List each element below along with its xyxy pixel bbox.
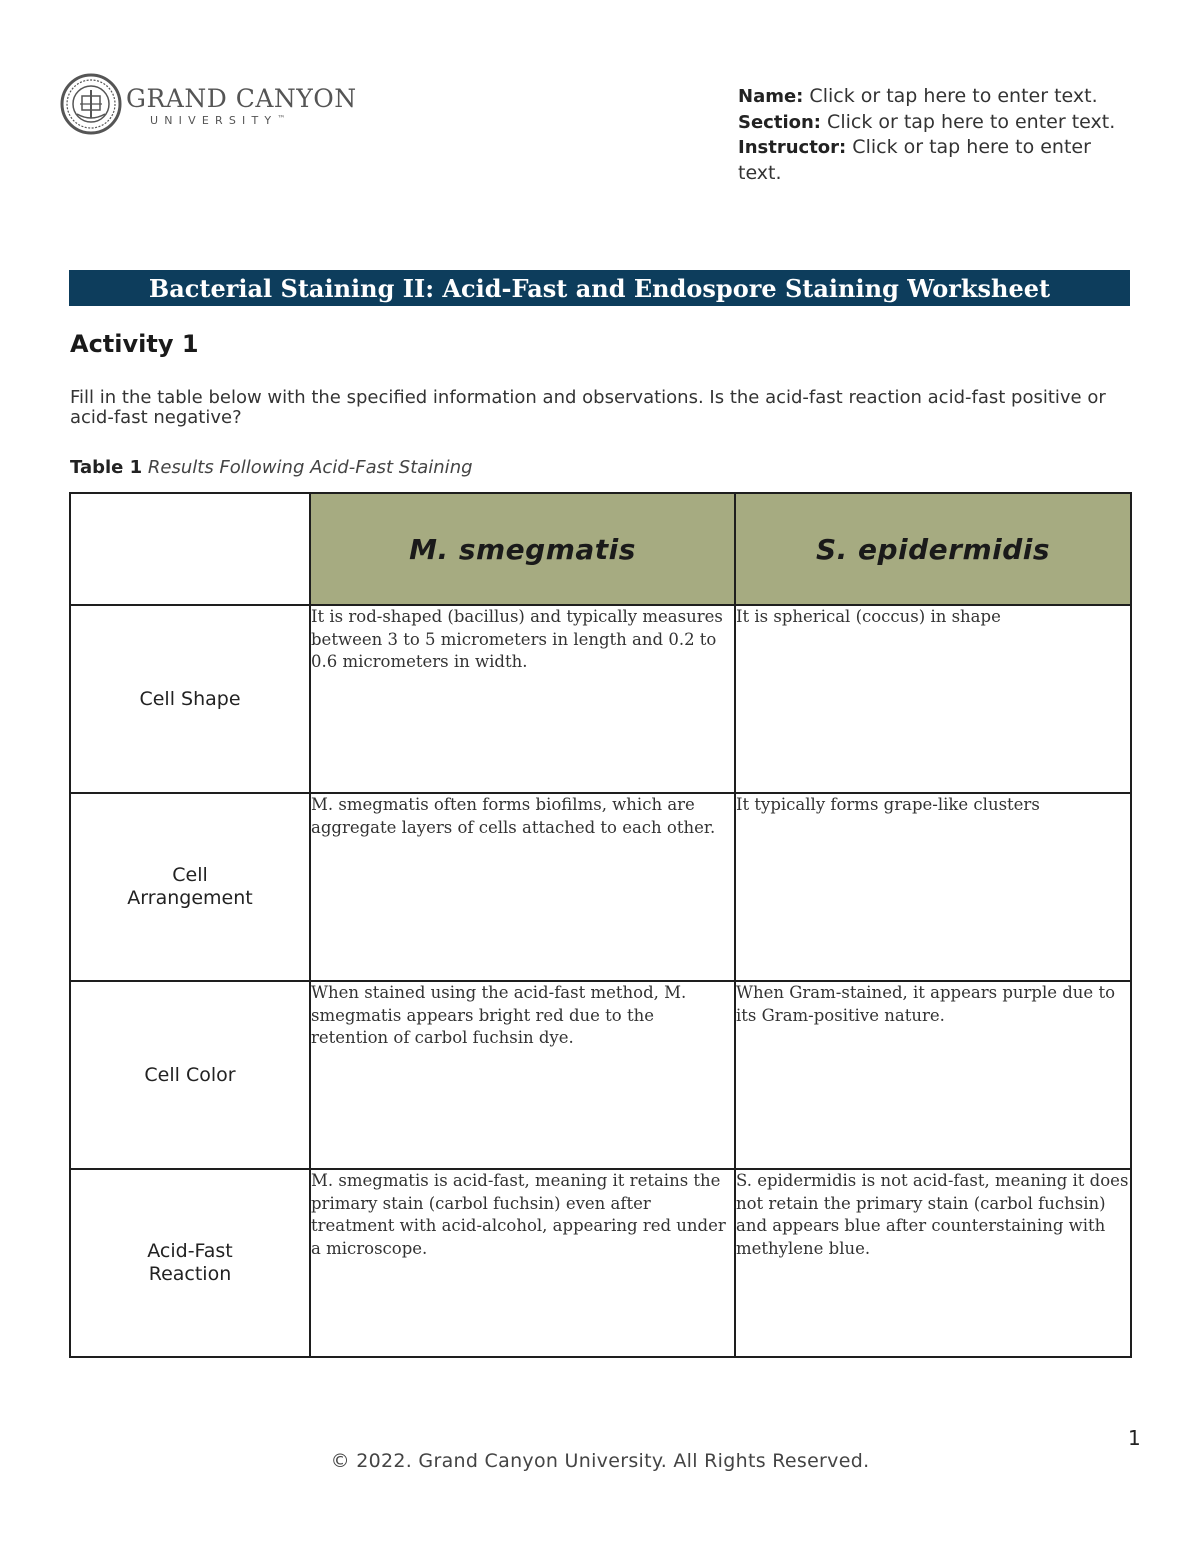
row-label: Cell Arrangement xyxy=(70,793,310,981)
logo-subtitle: UNIVERSITY™ xyxy=(150,114,286,127)
column-header-s-epidermidis: S. epidermidis xyxy=(735,493,1131,605)
row-label: Cell Color xyxy=(70,981,310,1169)
instructor-field[interactable] xyxy=(738,135,1138,186)
section-label: Section: xyxy=(738,111,821,133)
row-label: Acid-Fast Reaction xyxy=(70,1169,310,1357)
name-label: Name: xyxy=(738,86,804,107)
student-info-fields xyxy=(738,84,1138,186)
table-corner-cell xyxy=(70,493,310,605)
table-cell-input[interactable]: It is rod-shaped (bacillus) and typically measures between 3 to 5 micrometers in length and 0.2 to 0.6 micrometers in width. xyxy=(310,605,735,793)
section-input[interactable]: Click or tap here to enter text. xyxy=(827,110,1116,133)
table-row-acid-fast-reaction xyxy=(70,1169,1131,1357)
university-seal-icon xyxy=(60,72,122,136)
worksheet-title: Bacterial Staining II: Acid-Fast and Endospore Staining Worksheet xyxy=(69,270,1130,306)
table-cell-input[interactable]: When stained using the acid-fast method, M. smegmatis appears bright red due to the retention of carbol fuchsin dye. xyxy=(310,981,735,1169)
column-header-m-smegmatis: M. smegmatis xyxy=(310,493,735,605)
results-table xyxy=(69,492,1132,1358)
table-cell-input[interactable]: When Gram-stained, it appears purple due to its Gram-positive nature. xyxy=(735,981,1131,1169)
table-row-cell-shape xyxy=(70,605,1131,793)
name-input[interactable]: Click or tap here to enter text. xyxy=(809,85,1098,107)
row-label: Cell Shape xyxy=(70,605,310,793)
table-cell-input[interactable]: It is spherical (coccus) in shape xyxy=(735,605,1131,793)
table-caption-number: Table 1 xyxy=(70,457,143,478)
table-row-cell-color xyxy=(70,981,1131,1169)
activity-heading: Activity 1 xyxy=(70,330,199,358)
university-logo xyxy=(60,72,357,136)
logo-wordmark: GRAND CANYON xyxy=(126,84,357,113)
instructor-label: Instructor: xyxy=(738,137,847,158)
table-row-cell-arrangement xyxy=(70,793,1131,981)
copyright-footer: © 2022. Grand Canyon University. All Rights Reserved. xyxy=(330,1450,870,1472)
section-field[interactable] xyxy=(738,110,1138,136)
table-cell-input[interactable]: It typically forms grape-like clusters xyxy=(735,793,1131,981)
table-caption-title: Results Following Acid-Fast Staining xyxy=(147,457,473,478)
table-caption xyxy=(70,457,473,478)
page-number: 1 xyxy=(1128,1426,1141,1450)
name-field[interactable] xyxy=(738,84,1138,110)
table-cell-input[interactable]: M. smegmatis often forms biofilms, which are aggregate layers of cells attached to each other. xyxy=(310,793,735,981)
instructor-input[interactable]: Click or tap here to enter text. xyxy=(738,136,1091,184)
table-cell-input[interactable]: M. smegmatis is acid-fast, meaning it retains the primary stain (carbol fuchsin) even after treatment with acid-alcohol, appearing red under a microscope. xyxy=(310,1169,735,1357)
table-header-row xyxy=(70,493,1131,605)
activity-instructions: Fill in the table below with the specified information and observations. Is the acid-fast reaction acid-fast positive or acid-fast negative? xyxy=(70,387,1106,428)
table-cell-input[interactable]: S. epidermidis is not acid-fast, meaning it does not retain the primary stain (carbol fuchsin) and appears blue after counterstaining with methylene blue. xyxy=(735,1169,1131,1357)
